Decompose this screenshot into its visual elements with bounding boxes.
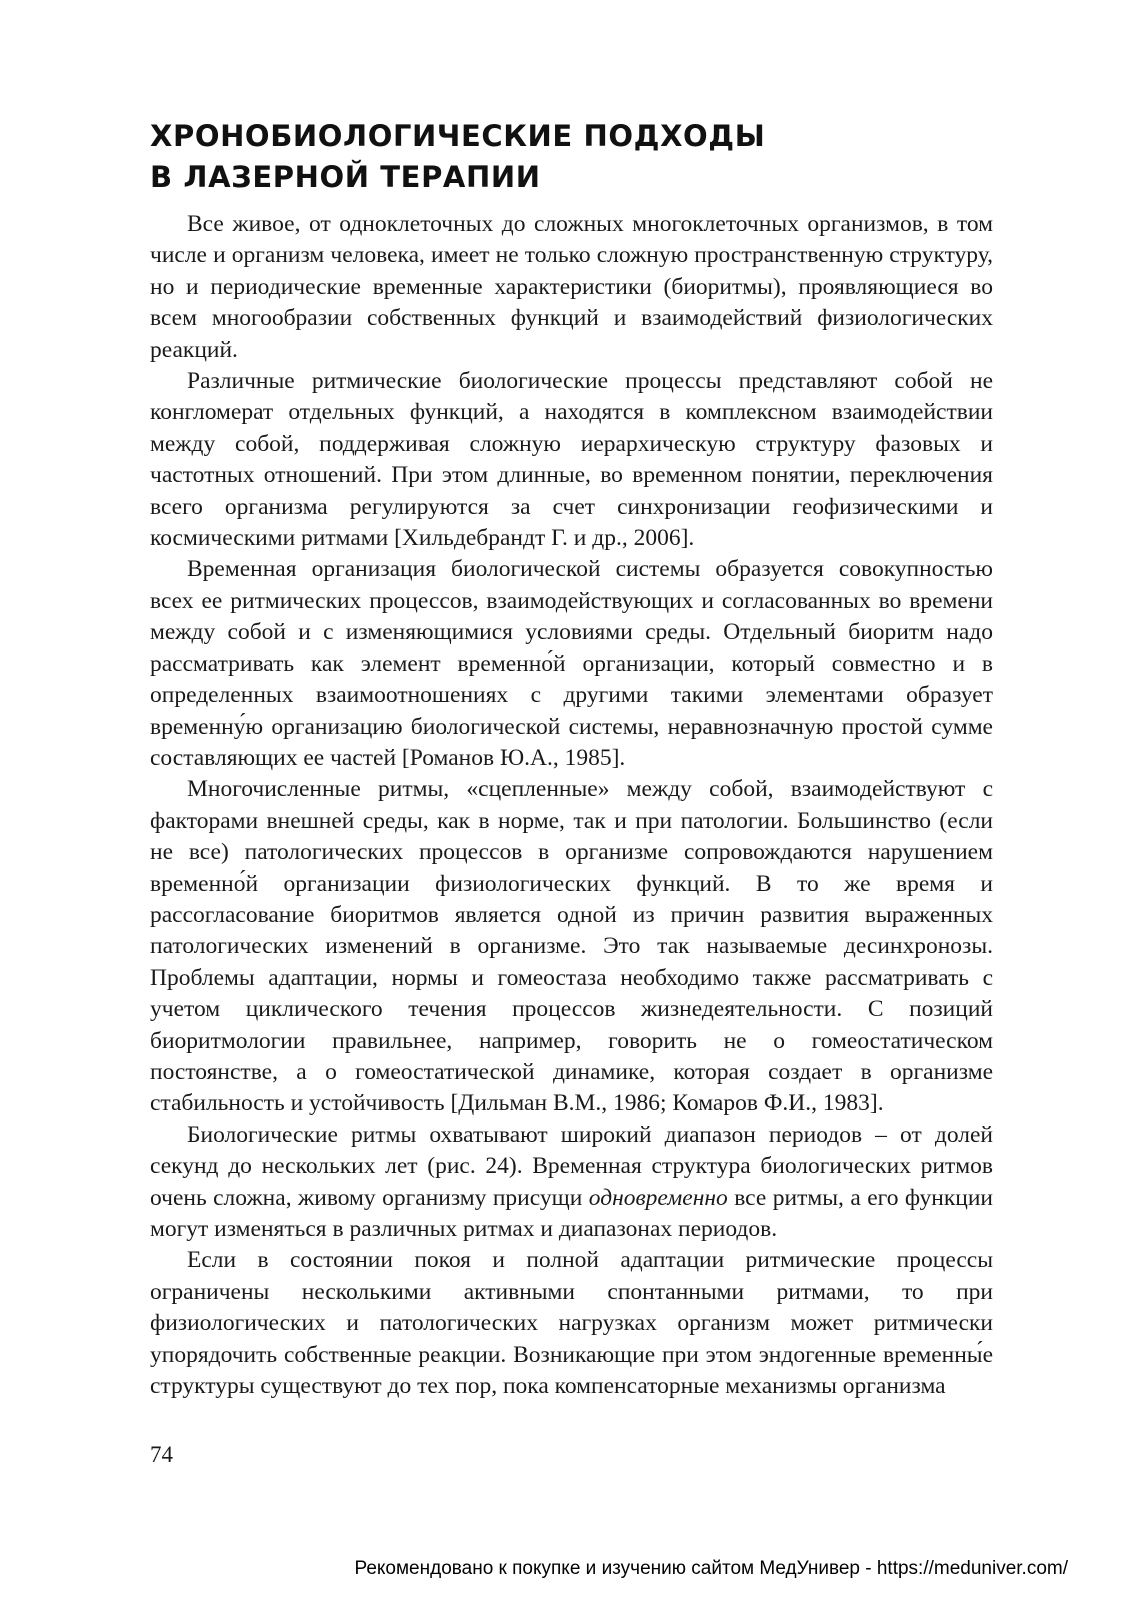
paragraph-1: Все живое, от одноклеточных до сложных многоклеточных организмов, в том числе и организм человека, имеет не только сложную пространственную структуру, но и периодические временные характеристики (биоритмы), проявляющиеся во всем многообразии собственных функций и взаимодействий физиологических реакций. [150, 211, 993, 363]
chapter-heading [150, 116, 1000, 198]
paragraph-5-text-before: Биологические ритмы охватывают широкий диапазон периодов – от долей секунд до нескольких лет (рис. 24). Временная структура биологических ритмов очень сложна, живому организму присущи [150, 1121, 993, 1211]
footer-note: Рекомендовано к покупке и изучению сайтом МедУнивер - https://meduniver.com/ [354, 1558, 1068, 1579]
paragraph-2: Различные ритмические биологические процессы представляют собой не конгломерат отдельных функций, а находятся в комплексном взаимодействии между собой, поддерживая сложную иерархическую структуру фазовых и частотных отношений. При этом длинные, во временном понятии, переключения всего организма регулируются за счет синхронизации геофизическими и космическими ритмами [Хильдебрандт Г. и др., 2006]. [150, 368, 993, 552]
paragraph-3: Временная организация биологической системы образуется совокупностью всех ее ритмических процессов, взаимодействующих и согласованных во времени между собой и с изменяющимися условиями среды. Отдельный биоритм надо рассматривать как элемент временно́й организации, который совместно и в определенных взаимоотношениях с другими такими элементами образует временну́ю организацию биологической системы, неравнозначную простой сумме составляющих ее частей [Романов Ю.А., 1985]. [150, 556, 993, 771]
body-text [150, 209, 993, 1402]
paragraph-5-text-after: все ритмы, а его функции могут изменяться в различных ритмах и диапазонах периодов. [150, 1184, 993, 1242]
page-number: 74 [150, 1442, 173, 1467]
chapter-heading-line-1: ХРОНОБИОЛОГИЧЕСКИЕ ПОДХОДЫ [150, 119, 766, 153]
paragraph-6: Если в состоянии покоя и полной адаптации ритмические процессы ограничены несколькими активными спонтанными ритмами, то при физиологических и патологических нагрузках организм может ритмически упорядочить собственные реакции. Возникающие при этом эндогенные временны́е структуры существуют до тех пор, пока компенсаторные механизмы организма [150, 1247, 993, 1400]
chapter-heading-line-2: В ЛАЗЕРНОЙ ТЕРАПИИ [150, 160, 541, 194]
paragraph-5 [150, 1120, 993, 1246]
paragraph-4: Многочисленные ритмы, «сцепленные» между собой, взаимодействуют с факторами внешней среды, как в норме, так и при патологии. Большинство (если не все) патологических процессов в организме сопровождаются нарушением временно́й организации физиологических функций. В то же время и рассогласование биоритмов является одной из причин развития выраженных патологических изменений в организме. Это так называемые десинхронозы. Проблемы адаптации, нормы и гомеостаза необходимо также рассматривать с учетом циклического течения процессов жизнедеятельности. С позиций биоритмологии правильнее, например, говорить не о гомеостатическом постоянстве, а о гомеостатической динамике, которая создает в организме стабильность и устойчивость [Дильман В.М., 1986; Комаров Ф.И., 1983]. [150, 776, 993, 1117]
paragraph-5-emphasis: одновременно [588, 1184, 728, 1211]
